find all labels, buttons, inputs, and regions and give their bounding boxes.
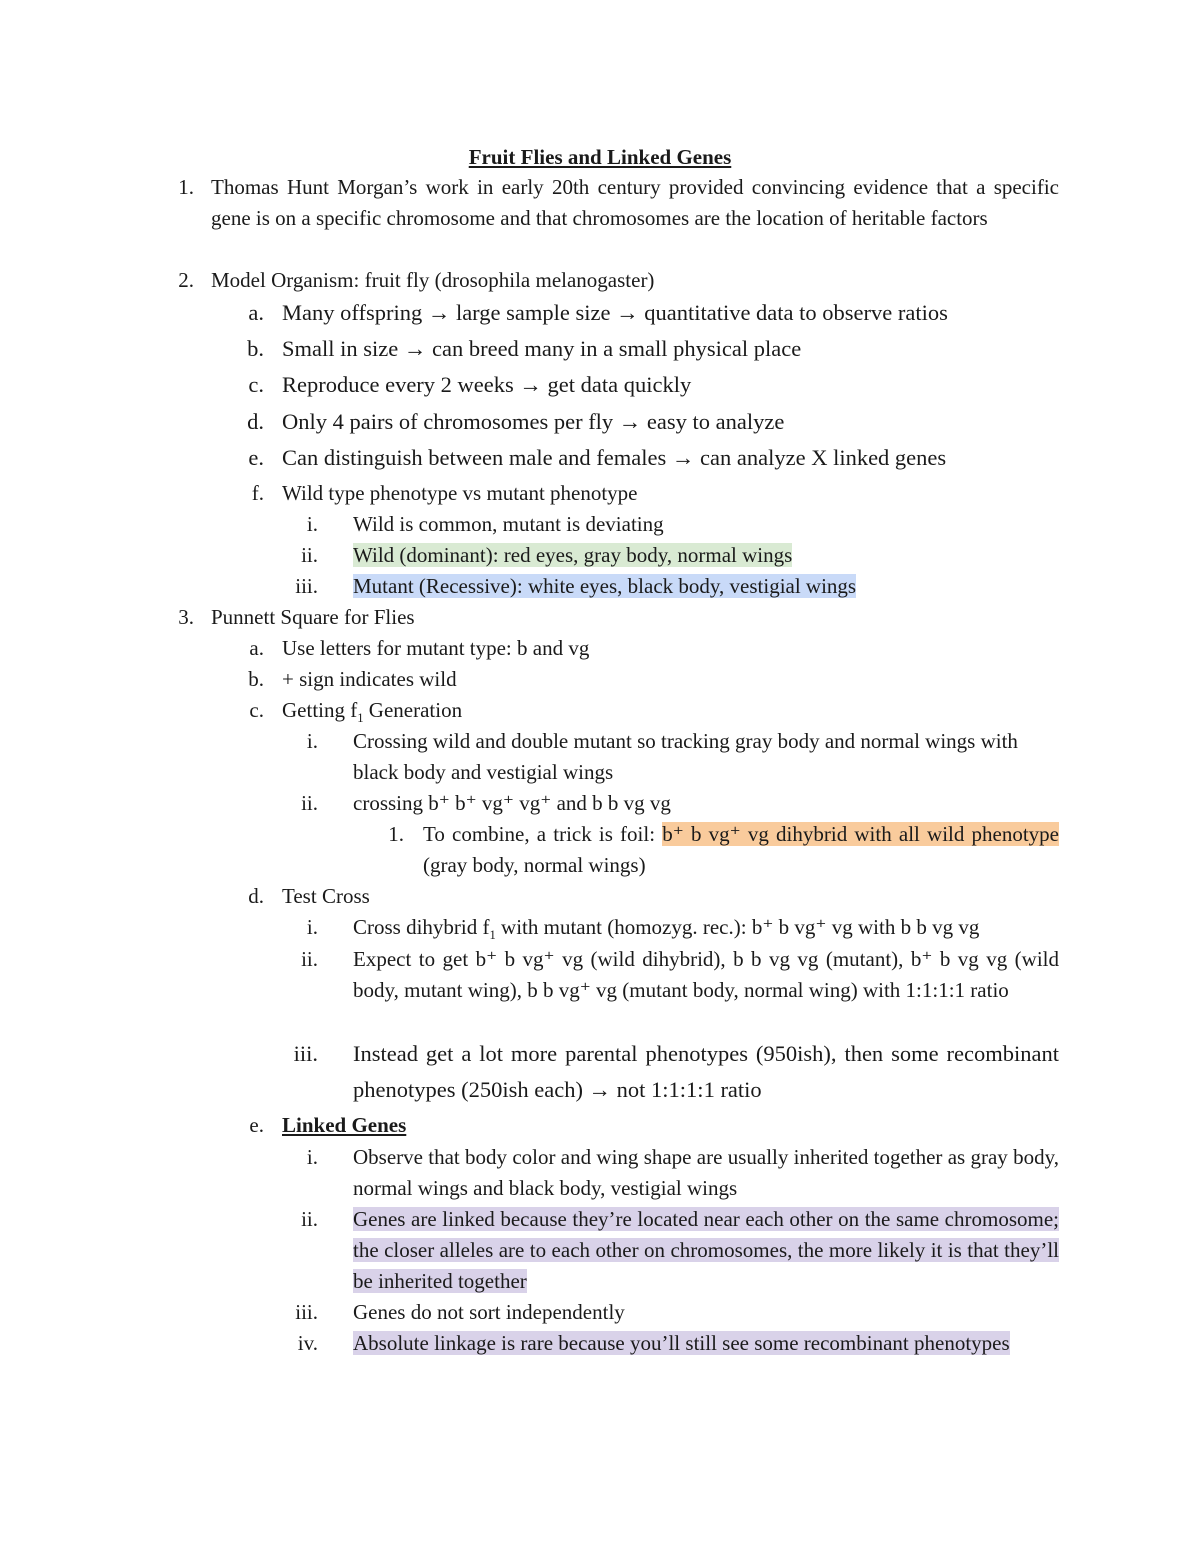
list-item-text: Test Cross (282, 884, 370, 908)
list-marker: 3. (178, 605, 194, 629)
list-marker: b. (247, 336, 264, 361)
list-marker: ii. (301, 791, 318, 815)
list-item-text (353, 912, 1059, 943)
highlighted-text: Wild (dominant): red eyes, gray body, normal wings (353, 543, 793, 567)
list-marker: d. (247, 409, 264, 434)
list-marker: i. (306, 1145, 318, 1169)
list-marker: 2. (178, 268, 194, 292)
list-item-text: Small in size → can breed many in a small physical place (282, 336, 802, 361)
text-part: To combine, a trick is foil: (423, 822, 663, 846)
list-item-text: Wild type phenotype vs mutant phenotype (282, 481, 638, 505)
list-item-text: Instead get a lot more parental phenotypes (950ish), then some recombinant phenotypes (250ish each) → not 1:1:1:1 ratio (353, 1041, 1059, 1102)
section-heading: Linked Genes (282, 1113, 407, 1137)
list-marker: ii. (301, 947, 318, 971)
text-part: Generation (363, 698, 463, 722)
list-marker: i. (306, 512, 318, 536)
list-marker: i. (306, 915, 318, 939)
highlighted-text: Mutant (Recessive): white eyes, black body, vestigial wings (353, 574, 857, 598)
list-item-text: Punnett Square for Flies (211, 605, 415, 629)
subscript: 1 (489, 928, 496, 943)
list-item-text: Model Organism: fruit fly (drosophila melanogaster) (211, 268, 655, 292)
list-marker: b. (248, 667, 264, 691)
text-part: with mutant (homozyg. rec.): b⁺ b vg⁺ vg with b b vg vg (495, 915, 980, 939)
list-item-text: Thomas Hunt Morgan’s work in early 20th century provided convincing evidence that a specific gene is on a specific chromosome and that chromosomes are the location of heritable factors (211, 175, 1059, 230)
list-item-text (423, 819, 1059, 881)
page-title: Fruit Flies and Linked Genes (468, 145, 732, 169)
list-marker: c. (248, 372, 264, 397)
list-marker: a. (248, 300, 264, 325)
list-marker: 1. (178, 175, 194, 199)
list-item-text (282, 695, 1059, 726)
list-marker: e. (248, 445, 264, 470)
list-item-text: Observe that body color and wing shape are usually inherited together as gray body, normal wings and black body, vestigial wings (353, 1145, 1059, 1200)
list-marker: ii. (301, 543, 318, 567)
list-marker: iii. (295, 1300, 318, 1324)
list-marker: f. (251, 481, 264, 505)
list-marker: iii. (293, 1041, 318, 1066)
text-part: (gray body, normal wings) (423, 853, 646, 877)
list-item-text: Many offspring → large sample size → quantitative data to observe ratios (282, 300, 948, 325)
text-part: Cross dihybrid f (353, 915, 490, 939)
list-item-text: crossing b⁺ b⁺ vg⁺ vg⁺ and b b vg vg (353, 791, 671, 815)
list-marker: c. (249, 698, 264, 722)
list-item-text: Crossing wild and double mutant so tracking gray body and normal wings with black body and vestigial wings (353, 729, 1018, 784)
list-marker: ii. (301, 1207, 318, 1231)
list-item-text: Expect to get b⁺ b vg⁺ vg (wild dihybrid), b b vg vg (mutant), b⁺ b vg vg (wild body, mutant wing), b b vg⁺ vg (mutant body, normal wing) with 1:1:1:1 ratio (353, 947, 1059, 1002)
list-marker: iii. (295, 574, 318, 598)
list-item-text: Reproduce every 2 weeks → get data quickly (282, 372, 692, 397)
list-marker: e. (249, 1113, 264, 1137)
highlighted-text: Absolute linkage is rare because you’ll still see some recombinant phenotypes (353, 1331, 1010, 1355)
list-item-text: Genes do not sort independently (353, 1300, 625, 1324)
subscript: 1 (357, 711, 364, 726)
highlighted-text: Genes are linked because they’re located near each other on the same chromosome; the closer alleles are to each other on chromosomes, the more likely it is that they’ll be inherited together (353, 1207, 1059, 1293)
highlighted-text: b⁺ b vg⁺ vg dihybrid with all wild phenotype (662, 822, 1059, 846)
list-item-text: Can distinguish between male and females → can analyze X linked genes (282, 445, 947, 470)
list-marker: a. (249, 636, 264, 660)
text-part: Getting f (282, 698, 358, 722)
list-marker: d. (248, 884, 264, 908)
list-item-text: Wild is common, mutant is deviating (353, 512, 664, 536)
list-item-text: + sign indicates wild (282, 667, 457, 691)
list-marker: 1. (388, 822, 404, 846)
list-marker: i. (306, 729, 318, 753)
list-item-text: Use letters for mutant type: b and vg (282, 636, 590, 660)
list-marker: iv. (297, 1331, 318, 1355)
list-item-text: Only 4 pairs of chromosomes per fly → easy to analyze (282, 409, 785, 434)
